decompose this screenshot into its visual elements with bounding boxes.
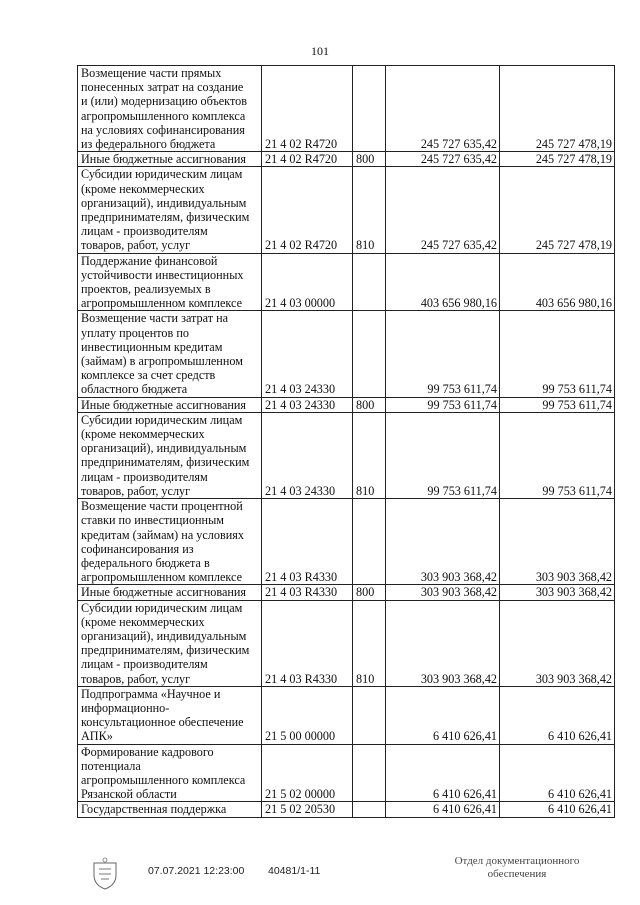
row-expense-type-cell: 800 xyxy=(353,585,386,600)
page-number: 101 xyxy=(311,44,329,58)
row-amount-actual-cell: 245 727 478,19 xyxy=(500,66,615,152)
row-expense-type-cell xyxy=(353,499,386,585)
row-amount-plan-cell: 303 903 368,42 xyxy=(386,585,500,600)
row-expense-type-cell: 810 xyxy=(353,412,386,498)
row-amount-actual-cell: 6 410 626,41 xyxy=(500,802,615,817)
row-code-cell: 21 5 00 00000 xyxy=(262,686,353,744)
row-amount-plan-cell: 245 727 635,42 xyxy=(386,167,500,253)
table-row xyxy=(78,744,615,802)
table-row xyxy=(78,600,615,686)
table-row xyxy=(78,253,615,311)
row-amount-actual-cell: 303 903 368,42 xyxy=(500,499,615,585)
row-name-cell: Субсидии юридическим лицам (кроме некоммерческих организаций), индивидуальным предпринимателям, физическим лицам - производителям товаров, работ, услуг xyxy=(78,600,262,686)
row-amount-plan-cell: 403 656 980,16 xyxy=(386,253,500,311)
row-expense-type-cell xyxy=(353,686,386,744)
row-amount-actual-cell: 99 753 611,74 xyxy=(500,397,615,412)
table-row xyxy=(78,167,615,253)
row-code-cell: 21 4 03 R4330 xyxy=(262,600,353,686)
budget-table-body xyxy=(78,66,615,818)
table-row xyxy=(78,802,615,817)
row-amount-actual-cell: 99 753 611,74 xyxy=(500,311,615,397)
table-row xyxy=(78,397,615,412)
row-amount-actual-cell: 303 903 368,42 xyxy=(500,600,615,686)
row-amount-plan-cell: 99 753 611,74 xyxy=(386,412,500,498)
row-expense-type-cell: 810 xyxy=(353,600,386,686)
document-footer xyxy=(0,855,640,905)
coat-of-arms-logo xyxy=(88,857,122,891)
row-amount-plan-cell: 99 753 611,74 xyxy=(386,397,500,412)
row-expense-type-cell xyxy=(353,66,386,152)
row-amount-actual-cell: 403 656 980,16 xyxy=(500,253,615,311)
row-code-cell: 21 5 02 20530 xyxy=(262,802,353,817)
row-amount-actual-cell: 303 903 368,42 xyxy=(500,585,615,600)
row-code-cell: 21 4 03 24330 xyxy=(262,397,353,412)
budget-table xyxy=(77,65,615,818)
table-row xyxy=(78,585,615,600)
row-expense-type-cell xyxy=(353,253,386,311)
row-amount-plan-cell: 303 903 368,42 xyxy=(386,600,500,686)
row-code-cell: 21 4 03 24330 xyxy=(262,311,353,397)
row-name-cell: Иные бюджетные ассигнования xyxy=(78,152,262,167)
row-amount-actual-cell: 99 753 611,74 xyxy=(500,412,615,498)
row-expense-type-cell xyxy=(353,311,386,397)
row-expense-type-cell: 800 xyxy=(353,152,386,167)
row-code-cell: 21 4 02 R4720 xyxy=(262,66,353,152)
row-amount-actual-cell: 6 410 626,41 xyxy=(500,744,615,802)
row-amount-plan-cell: 303 903 368,42 xyxy=(386,499,500,585)
row-name-cell: Государственная поддержка xyxy=(78,802,262,817)
row-name-cell: Формирование кадрового потенциала агропромышленного комплекса Рязанской области xyxy=(78,744,262,802)
row-code-cell: 21 4 02 R4720 xyxy=(262,167,353,253)
row-expense-type-cell xyxy=(353,802,386,817)
row-name-cell: Подпрограмма «Научное и информационно- консультационное обеспечение АПК» xyxy=(78,686,262,744)
row-amount-plan-cell: 6 410 626,41 xyxy=(386,686,500,744)
row-name-cell: Субсидии юридическим лицам (кроме некоммерческих организаций), индивидуальным предпринимателям, физическим лицам - производителям товаров, работ, услуг xyxy=(78,412,262,498)
table-row xyxy=(78,311,615,397)
row-amount-plan-cell: 6 410 626,41 xyxy=(386,802,500,817)
row-amount-plan-cell: 245 727 635,42 xyxy=(386,66,500,152)
row-expense-type-cell: 800 xyxy=(353,397,386,412)
row-code-cell: 21 4 03 00000 xyxy=(262,253,353,311)
row-code-cell: 21 4 03 24330 xyxy=(262,412,353,498)
row-name-cell: Иные бюджетные ассигнования xyxy=(78,397,262,412)
row-expense-type-cell xyxy=(353,744,386,802)
row-name-cell: Субсидии юридическим лицам (кроме некоммерческих организаций), индивидуальным предпринимателям, физическим лицам - производителям товаров, работ, услуг xyxy=(78,167,262,253)
row-amount-actual-cell: 6 410 626,41 xyxy=(500,686,615,744)
row-amount-actual-cell: 245 727 478,19 xyxy=(500,167,615,253)
table-row xyxy=(78,412,615,498)
row-code-cell: 21 4 02 R4720 xyxy=(262,152,353,167)
row-name-cell: Иные бюджетные ассигнования xyxy=(78,585,262,600)
table-row xyxy=(78,686,615,744)
row-amount-plan-cell: 6 410 626,41 xyxy=(386,744,500,802)
row-code-cell: 21 4 03 R4330 xyxy=(262,585,353,600)
row-amount-plan-cell: 245 727 635,42 xyxy=(386,152,500,167)
document-number: 40481/1-11 xyxy=(268,865,321,877)
row-expense-type-cell: 810 xyxy=(353,167,386,253)
table-row xyxy=(78,66,615,152)
row-name-cell: Возмещение части прямых понесенных затрат на создание и (или) модернизацию объектов агропромышленного комплекса на условиях софинансирования из федерального бюджета xyxy=(78,66,262,152)
row-amount-actual-cell: 245 727 478,19 xyxy=(500,152,615,167)
row-amount-plan-cell: 99 753 611,74 xyxy=(386,311,500,397)
table-row xyxy=(78,499,615,585)
row-name-cell: Поддержание финансовой устойчивости инвестиционных проектов, реализуемых в агропромышленном комплексе xyxy=(78,253,262,311)
table-row xyxy=(78,152,615,167)
row-code-cell: 21 5 02 00000 xyxy=(262,744,353,802)
print-datetime: 07.07.2021 12:23:00 xyxy=(148,865,245,877)
row-code-cell: 21 4 03 R4330 xyxy=(262,499,353,585)
row-name-cell: Возмещение части процентной ставки по инвестиционным кредитам (займам) на условиях софинансирования из федерального бюджета в агропромышленном комплексе xyxy=(78,499,262,585)
row-name-cell: Возмещение части затрат на уплату процентов по инвестиционным кредитам (займам) в агропромышленном комплексе за счет средств областного бюджета xyxy=(78,311,262,397)
department-stamp: Отдел документационного обеспечения xyxy=(454,855,580,880)
